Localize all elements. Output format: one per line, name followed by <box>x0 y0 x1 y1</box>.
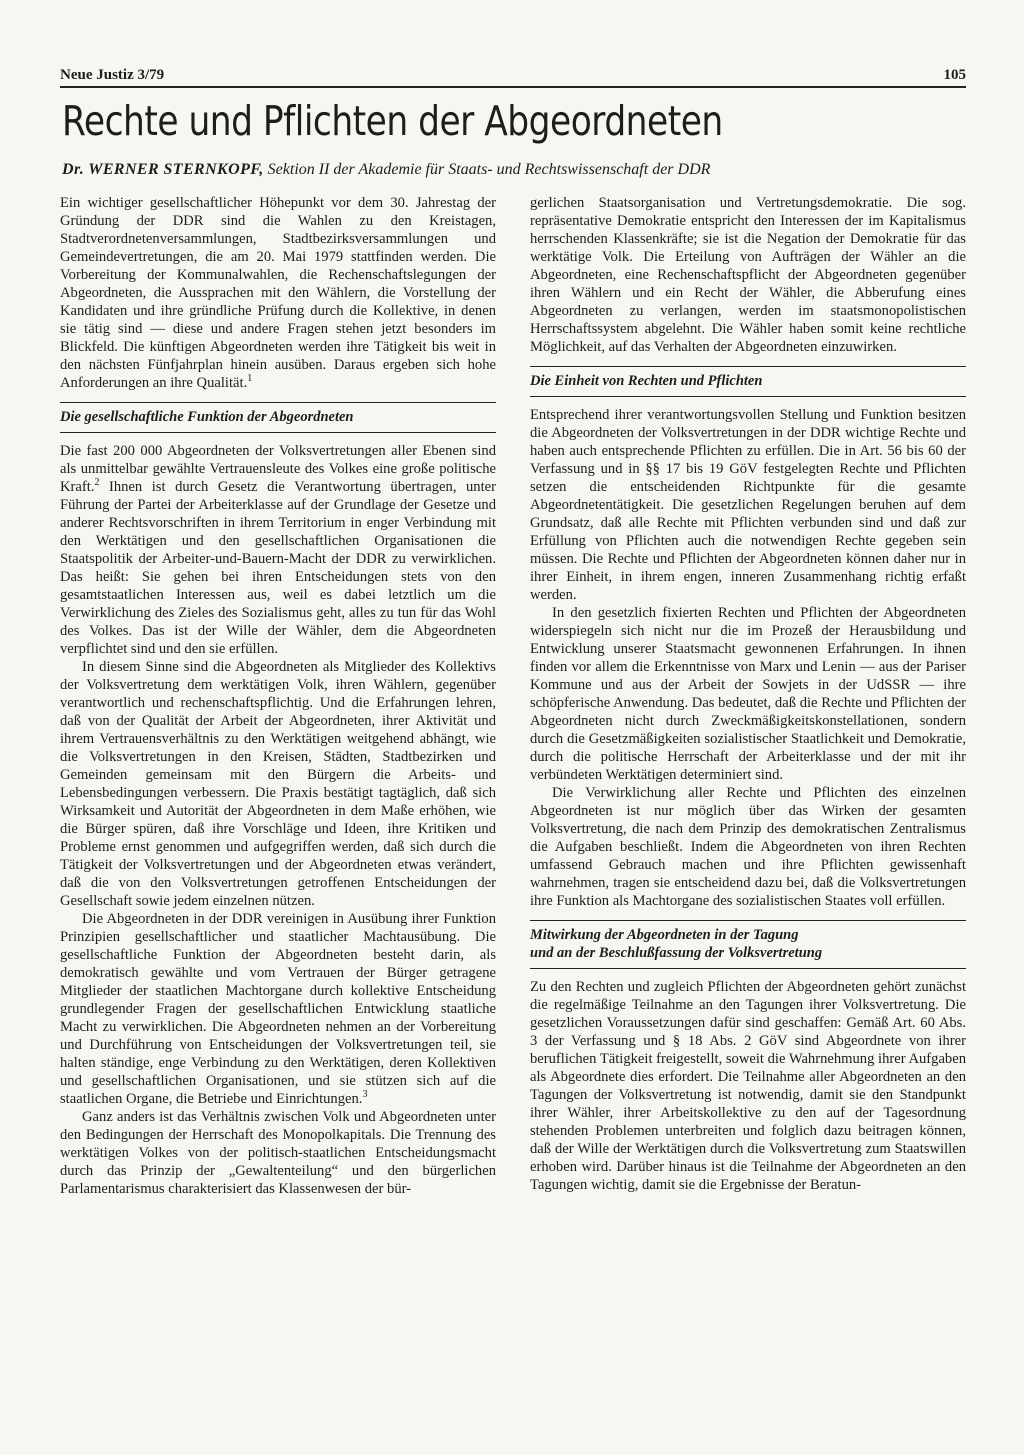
page-number: 105 <box>943 67 966 83</box>
author-affiliation: Sektion II der Akademie für Staats- und Rechtswissenschaft der DDR <box>267 161 711 178</box>
paragraph: gerlichen Staatsorganisation und Vertretungsdemokratie. Die sog. repräsentative Demokratie entspricht den Interessen der im Kapitalismus herrschenden Klassenkräfte; sie ist die Negation der Demokratie für das werktätige Volk. Die Erteilung von Aufträgen der Wähler an die Abgeordneten, eine Rechenschaftspflicht der Abgeordneten gegenüber ihren Wählern und ein Recht der Wähler, die Abberufung eines Abgeordneten zu verlangen, werden im staatsmonopolistischen Herrschaftssystem abgelehnt. Die Wähler haben somit keine rechtliche Möglichkeit, auf das Verhalten der Abgeordneten einzuwirken. <box>530 195 966 355</box>
paragraph: Ganz anders ist das Verhältnis zwischen Volk und Abgeordneten unter den Bedingungen der Herrschaft des Monopolkapitals. Die Trennung des werktätigen Volkes von der politisch-staatlichen Entscheidungsmacht durch das Prinzip der „Gewaltenteilung“ und den bürgerlichen Parlamentarismus charakterisiert das Klassenwesen der bür- <box>60 1109 496 1197</box>
paragraph: Die Abgeordneten in der DDR vereinigen in Ausübung ihrer Funktion Prinzipien gesellschaftlicher und staatlicher Machtausübung. Die gesellschaftliche Funktion der Abgeordneten besteht darin, als demokratisch gewählte und vom Vertrauen der Bürger getragene Mitglieder der staatlichen Machtorgane durch kollektive Entscheidung grundlegender Fragen der gesellschaftlichen Entwicklung staatliche Macht zu verwirklichen. Die Abgeordneten nehmen an der Vorbereitung und Durchführung von Entscheidungen der Volksvertretungen teil, sie halten ständige, enge Verbindung zu den Werktätigen, deren Kollektiven und gesellschaftlichen Organisationen, und sie stützen sich auf die staatlichen Organe, die Betriebe und Einrichtungen.$^3$ <box>60 911 496 1107</box>
author-line <box>62 160 966 180</box>
left-column <box>60 194 496 1198</box>
journal-issue: Neue Justiz 3/79 <box>60 67 165 83</box>
article-body <box>60 194 966 1198</box>
author-name: Dr. WERNER STERNKOPF, <box>62 161 264 178</box>
paragraph: In den gesetzlich fixierten Rechten und Pflichten der Abgeordneten widerspiegeln sich nicht nur die im Prozeß der Herausbildung und Entwicklung unserer Staatsmacht gewonnenen Erfahrungen. In ihnen finden vor allem die Erkenntnisse von Marx und Lenin — aus der Pariser Kommune und aus der Arbeit der Sowjets in der UdSSR — ihre schöpferische Anwendung. Das bedeutet, daß die Rechte und Pflichten der Abgeordneten nicht durch Zweckmäßigkeitskonstellationen, sondern durch die Gesetzmäßigkeiten sozialistischer Staatlichkeit und Demokratie, durch die politische Herrschaft der Arbeiterklasse und der mit ihr verbündeten Werktätigen determiniert sind. <box>530 605 966 783</box>
section-heading-line: und an der Beschlußfassung der Volksvertretung <box>530 945 823 961</box>
footnote-ref: 3 <box>362 1089 368 1101</box>
running-header <box>60 66 966 88</box>
paragraph: Entsprechend ihrer verantwortungsvollen Stellung und Funktion besitzen die Abgeordneten der Volksvertretungen in der DDR wichtige Rechte und haben auch entsprechende Pflichten zu erfüllen. Die in Art. 56 bis 60 der Verfassung und in §§ 17 bis 19 GöV festgelegten Rechte und Pflichten setzen die entscheidenden Richtpunkte für die gesamte Abgeordnetentätigkeit. Die gesetzlichen Regelungen beruhen auf dem Grundsatz, daß alle Rechte mit Pflichten verbunden sind und daß zur Erfüllung von Pflichten auch die notwendigen Rechte gegeben sein müssen. Die Rechte und Pflichten der Abgeordneten können daher nur in ihrer Einheit, in ihrem engen, inneren Zusammenhang richtig erfaßt werden. <box>530 407 966 603</box>
section-heading: Die gesellschaftliche Funktion der Abgeordneten <box>60 402 496 433</box>
section-heading <box>530 920 966 969</box>
paragraph: Die Verwirklichung aller Rechte und Pflichten des einzelnen Abgeordneten ist nur möglich über das Wirken der gesamten Volksvertretung, die nach dem Prinzip des demokratischen Zentralismus die Aufgaben beschließt. Indem die Abgeordneten von ihren Rechten umfassend Gebrauch machen und ihre Pflichten gewissenhaft wahrnehmen, tragen sie entscheidend dazu bei, daß die Volksvertretungen ihre Funktion als Machtorgane des sozialistischen Staates voll erfüllen. <box>530 785 966 909</box>
paragraph: In diesem Sinne sind die Abgeordneten als Mitglieder des Kollektivs der Volksvertretung dem werktätigen Volk, ihren Wählern, gegenüber verantwortlich und rechenschaftspflichtig. Und die Erfahrungen lehren, daß von der Qualität der Arbeit der Abgeordneten, ihrer Aktivität und ihrem Vertrauensverhältnis zu den Werktätigen weitgehend abhängt, wie die Volksvertretungen in den Kreisen, Städten, Stadtbezirken und Gemeinden gemeinsam mit den Bürgern die Arbeits- und Lebensbedingungen verbessern. Die Praxis bestätigt tagtäglich, daß sich Wirksamkeit und Autorität der Abgeordneten in dem Maße erhöhen, wie die Bürger spüren, daß ihre Vorschläge und Ideen, ihre Kritiken und Probleme ernst genommen und aufgegriffen werden, daß sich durch die Tätigkeit der Volksvertretungen und der Abgeordneten etwas verändert, daß die von den Volksvertretungen getroffenen Entscheidungen der Gesellschaft sowie jedem einzelnen nützen. <box>60 659 496 909</box>
right-column <box>530 194 966 1198</box>
footnote-ref: 2 <box>94 477 100 489</box>
paragraph: Zu den Rechten und zugleich Pflichten der Abgeordneten gehört zunächst die regelmäßige Teilnahme an den Tagungen ihrer Volksvertretung. Die gesetzlichen Voraussetzungen dafür sind geschaffen: Gemäß Art. 60 Abs. 3 der Verfassung und § 18 Abs. 2 GöV sind Abgeordnete von ihrer beruflichen Tätigkeit freigestellt, soweit die Wahrnehmung ihrer Aufgaben als Abgeordnete dies erfordert. Die Teilnahme aller Abgeordneten an den Tagungen der Volksvertretung ist notwendig, damit sie den Standpunkt ihrer Wähler, ihrer Arbeitskollektive zu den auf der Tagesordnung stehenden Problemen unterbreiten und folglich dazu beitragen können, daß der Wille der Werktätigen durch die Volksvertretung zum Staatswillen erhoben wird. Darüber hinaus ist die Teilnahme der Abgeordneten an den Tagungen wichtig, damit sie die Ergebnisse der Beratun- <box>530 979 966 1193</box>
section-heading: Die Einheit von Rechten und Pflichten <box>530 366 966 397</box>
section-heading-line: Mitwirkung der Abgeordneten in der Tagung <box>530 927 799 943</box>
intro-paragraph: Ein wichtiger gesellschaftlicher Höhepunkt vor dem 30. Jahrestag der Gründung der DDR sind die Wahlen zu den Kreistagen, Stadtverordnetenversammlungen, Stadtbezirksversammlungen und Gemeindevertretungen, die am 20. Mai 1979 stattfinden werden. Die Vorbereitung der Kommunalwahlen, die Rechenschaftslegungen der Abgeordneten, die Aussprachen mit den Wählern, die Vorstellung der Kandidaten und ihre gründliche Prüfung durch die Kollektive, in denen sie tätig sind — diese und andere Fragen stehen jetzt besonders im Blickfeld. Die künftigen Abgeordneten werden ihre Tätigkeit bis weit in den nächsten Fünfjahrplan hinein ausüben. Daraus ergeben sich hohe Anforderungen an ihre Qualität.$^1$ <box>60 195 496 391</box>
article-title: Rechte und Pflichten der Abgeordneten <box>62 97 723 145</box>
paragraph: Die fast 200 000 Abgeordneten der Volksvertretungen aller Ebenen sind als unmittelbar gewählte Vertrauensleute des Volkes eine große politische Kraft.$^2$ Ihnen ist durch Gesetz die Verantwortung übertragen, unter Führung der Partei der Arbeiterklasse auf der Grundlage der Gesetze und anderer Rechtsvorschriften in ihrem Territorium in enger Verbindung mit den Werktätigen und den gesellschaftlichen Organisationen die Staatspolitik der Arbeiter-und-Bauern-Macht der DDR zu verwirklichen. Das heißt: Sie gehen bei ihren Entscheidungen stets von den gesamtstaatlichen Interessen aus, weil es dabei letztlich um die Verwirklichung des Zieles des Sozialismus geht, alles zu tun für das Wohl des Volkes. Das ist der Wille der Wähler, dem die Abgeordneten verpflichtet sind und den sie erfüllen. <box>60 443 496 657</box>
footnote-ref: 1 <box>247 373 253 385</box>
